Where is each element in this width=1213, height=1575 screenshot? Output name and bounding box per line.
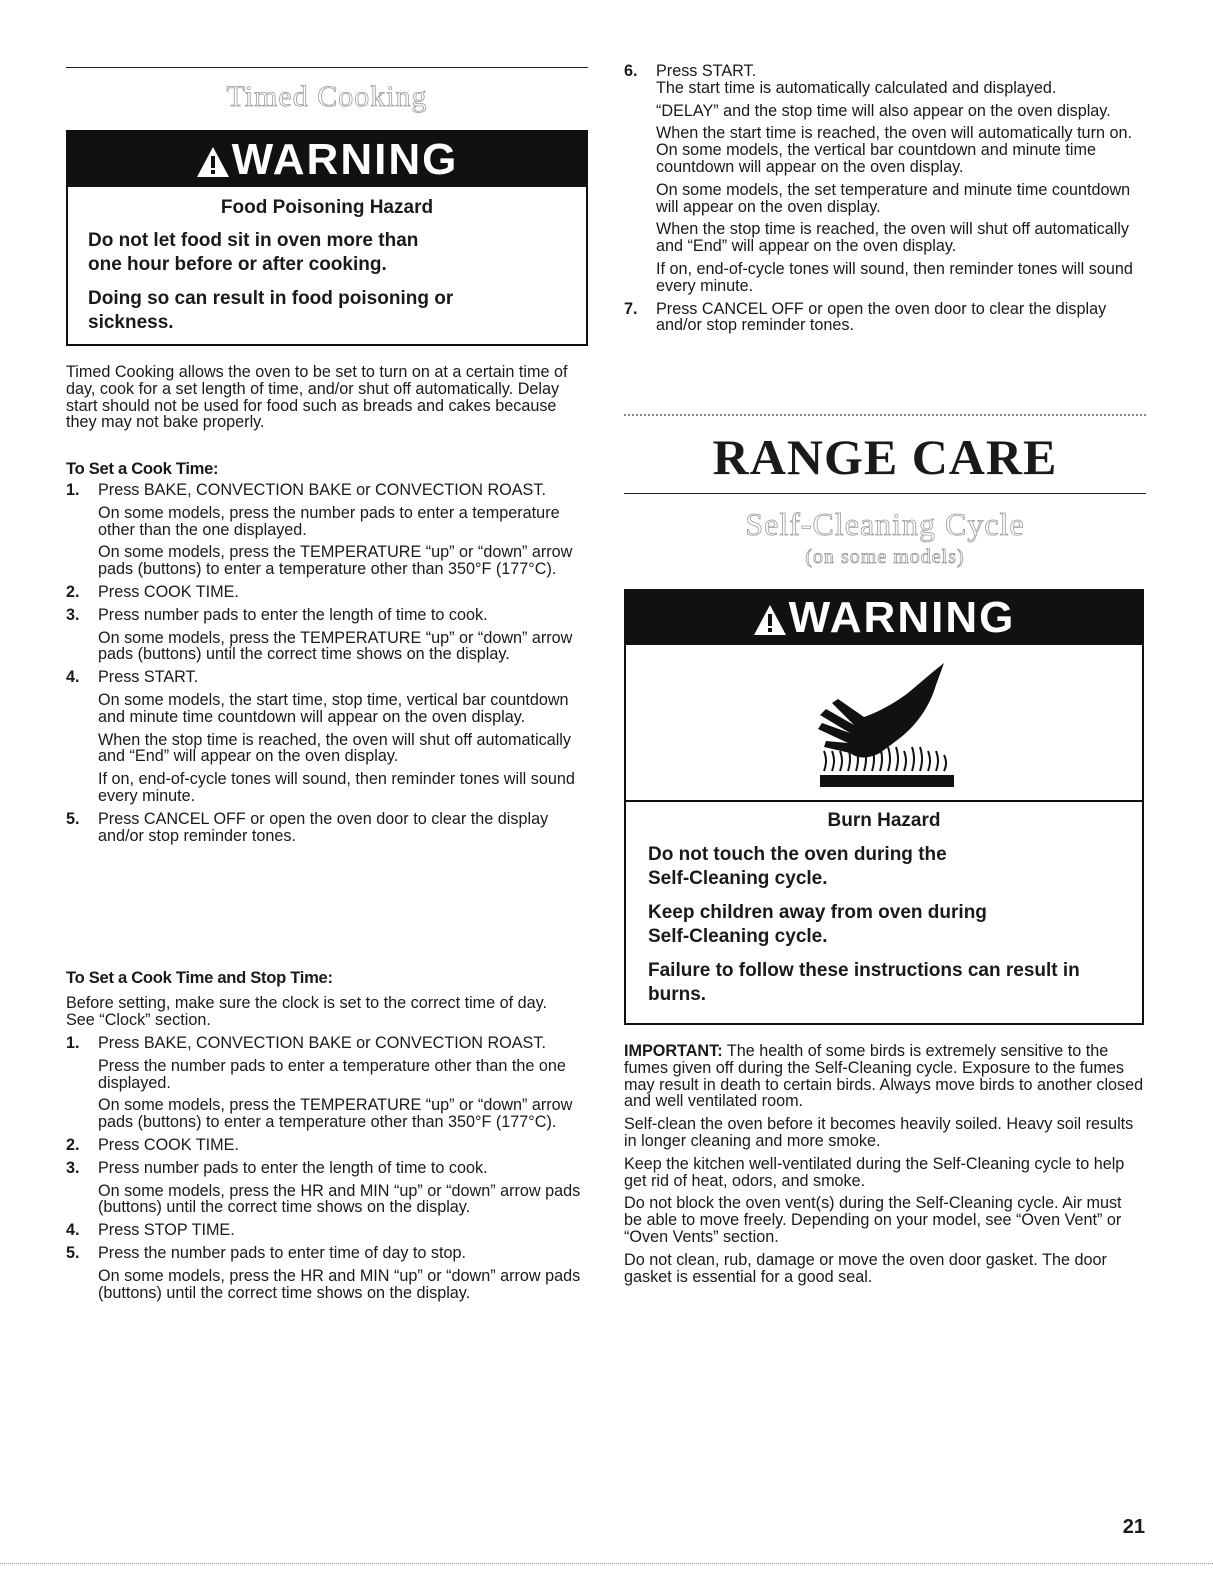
step-item xyxy=(66,1137,586,1154)
warning-line: Do not let food sit in oven more than one hour before or after cooking. xyxy=(88,230,419,275)
important-text: The health of some birds is extremely sensitive to the fumes given off during the Self-Cleaning cycle. Exposure to the fumes may result in death to certain birds. Always move birds to another closed and well ventilated room. xyxy=(624,1042,1144,1111)
warning-box xyxy=(66,130,588,346)
step-number: 1. xyxy=(66,1034,80,1052)
cook-time-heading: To Set a Cook Time: xyxy=(66,459,219,478)
warning-line: Failure to follow these instructions can result in burns. xyxy=(648,960,1080,1005)
cook-stop-intro: Before setting, make sure the clock is set to the correct time of day. See “Clock” section. xyxy=(66,994,548,1029)
step-paragraph: Press COOK TIME. xyxy=(98,582,239,601)
hot-surface-hand-icon xyxy=(784,655,984,795)
dotted-divider xyxy=(624,414,1146,416)
step-number: 2. xyxy=(66,582,80,601)
step-item xyxy=(66,607,586,663)
step-number: 5. xyxy=(66,1243,80,1262)
step-paragraph: On some models, the set temperature and minute time countdown will appear on the oven display. xyxy=(656,180,1131,216)
warning-line: Doing so can result in food poisoning or sickness. xyxy=(88,288,454,333)
hazard-title: Food Poisoning Hazard xyxy=(220,197,434,218)
step-paragraph: Press BAKE, CONVECTION BAKE or CONVECTION ROAST. xyxy=(98,1034,546,1052)
care-paragraph: Self-clean the oven before it becomes heavily soiled. Heavy soil results in longer cleaning and more smoke. xyxy=(624,1115,1134,1150)
step-item xyxy=(66,811,586,845)
section-title: Timed Cooking xyxy=(226,80,428,113)
step-number: 5. xyxy=(66,809,80,828)
step-paragraph: Press the number pads to enter a temperature other than the one displayed. xyxy=(98,1056,566,1092)
warning-banner-text: WARNING xyxy=(231,135,459,184)
warning-triangle-icon xyxy=(753,604,787,636)
step-item xyxy=(66,1245,586,1301)
step-paragraph: Press START. xyxy=(98,668,199,687)
step-number: 6. xyxy=(624,62,638,80)
section-subtitle: (on some models) xyxy=(805,546,965,568)
step-paragraph: When the start time is reached, the oven will automatically turn on. On some models, the vertical bar countdown and minute time countdown will appear on the oven display. xyxy=(656,124,1132,176)
warning-triangle-icon xyxy=(196,146,230,178)
cook-stop-steps xyxy=(66,1035,586,1307)
care-paragraph: Keep the kitchen well-ventilated during the Self-Cleaning cycle to help get rid of heat, odors, and smoke. xyxy=(624,1154,1125,1190)
step-item xyxy=(66,482,586,578)
chapter-rule xyxy=(624,493,1146,494)
care-paragraph: Do not clean, rub, damage or move the oven door gasket. The door gasket is essential for a good seal. xyxy=(624,1250,1107,1286)
step-paragraph: If on, end-of-cycle tones will sound, then reminder tones will sound every minute. xyxy=(656,259,1133,295)
care-paragraph: Do not block the oven vent(s) during the Self-Cleaning cycle. Air must be able to move freely. Depending on your model, see “Oven Vent” or “Oven Vents” section. xyxy=(624,1194,1122,1246)
page-number: 21 xyxy=(1122,1516,1145,1538)
step-paragraph: If on, end-of-cycle tones will sound, then reminder tones will sound every minute. xyxy=(98,770,575,805)
intro-paragraph: Timed Cooking allows the oven to be set to turn on at a certain time of day, cook for a set length of time, and/or shut off automatically. Delay start should not be used for food such as breads and cakes because they may not bake properly. xyxy=(66,363,568,432)
step-paragraph: When the stop time is reached, the oven will shut off automatically and “End” will appear on the oven display. xyxy=(656,220,1129,256)
step-paragraph: On some models, press the TEMPERATURE “up” or “down” arrow pads (buttons) to enter a temperature other than 350°F (177°C). xyxy=(98,1096,573,1132)
cook-time-steps xyxy=(66,482,586,850)
step-item xyxy=(624,63,1144,295)
warning-line: Keep children away from oven during Self-Cleaning cycle. xyxy=(648,902,987,947)
step-item xyxy=(66,584,586,601)
warning-banner xyxy=(626,591,1142,645)
step-paragraph: Press number pads to enter the length of time to cook. xyxy=(98,1158,488,1177)
step-item xyxy=(66,669,586,805)
step-paragraph: On some models, press the HR and MIN “up” or “down” arrow pads (buttons) until the correct time shows on the display. xyxy=(98,1266,581,1302)
chapter-title: RANGE CARE xyxy=(712,429,1058,485)
continued-steps xyxy=(624,63,1144,340)
step-number: 4. xyxy=(66,1221,80,1240)
step-paragraph: Press COOK TIME. xyxy=(98,1135,239,1154)
hazard-title: Burn Hazard xyxy=(827,810,941,831)
step-item xyxy=(66,1035,586,1131)
warning-banner xyxy=(68,132,586,187)
step-paragraph: Press number pads to enter the length of time to cook. xyxy=(98,605,488,624)
step-paragraph: “DELAY” and the stop time will also appear on the oven display. xyxy=(656,101,1111,120)
step-paragraph: On some models, press the TEMPERATURE “up” or “down” arrow pads (buttons) until the correct time shows on the display. xyxy=(98,628,573,664)
step-paragraph: Press CANCEL OFF or open the oven door to clear the display and/or stop reminder tones. xyxy=(98,809,549,845)
cook-stop-heading: To Set a Cook Time and Stop Time: xyxy=(66,968,333,987)
section-title: Self-Cleaning Cycle xyxy=(745,506,1025,542)
step-paragraph: On some models, press the HR and MIN “up” or “down” arrow pads (buttons) until the correct time shows on the display. xyxy=(98,1181,581,1217)
burn-warning-box xyxy=(624,589,1144,1025)
step-paragraph: When the stop time is reached, the oven will shut off automatically and “End” will appear on the oven display. xyxy=(98,730,571,766)
warning-line: Do not touch the oven during the Self-Cleaning cycle. xyxy=(648,844,947,889)
step-item xyxy=(624,301,1144,335)
important-paragraph xyxy=(624,1043,1144,1110)
step-item xyxy=(66,1222,586,1239)
step-paragraph: Press STOP TIME. xyxy=(98,1221,235,1240)
step-number: 3. xyxy=(66,605,80,624)
step-paragraph: On some models, press the number pads to enter a temperature other than the one displayed. xyxy=(98,503,560,539)
step-paragraph: Press START. The start time is automatically calculated and displayed. xyxy=(656,62,1057,97)
warning-banner-text: WARNING xyxy=(788,593,1016,642)
step-paragraph: Press BAKE, CONVECTION BAKE or CONVECTION ROAST. xyxy=(98,481,546,499)
step-number: 2. xyxy=(66,1135,80,1154)
top-rule xyxy=(66,67,588,68)
important-label: IMPORTANT: xyxy=(624,1042,723,1060)
bottom-dotted-edge xyxy=(0,1563,1213,1564)
step-paragraph: Press the number pads to enter time of day to stop. xyxy=(98,1243,467,1262)
step-number: 1. xyxy=(66,481,80,499)
step-paragraph: Press CANCEL OFF or open the oven door to clear the display and/or stop reminder tones. xyxy=(656,299,1107,335)
step-number: 3. xyxy=(66,1158,80,1177)
step-number: 7. xyxy=(624,299,638,318)
step-number: 4. xyxy=(66,668,80,687)
self-clean-text xyxy=(624,1043,1144,1291)
hazard-illustration xyxy=(626,645,1142,802)
step-item xyxy=(66,1160,586,1216)
step-paragraph: On some models, press the TEMPERATURE “up” or “down” arrow pads (buttons) to enter a temperature other than 350°F (177°C). xyxy=(98,543,573,579)
step-paragraph: On some models, the start time, stop time, vertical bar countdown and minute time countdown will appear on the oven display. xyxy=(98,690,569,726)
